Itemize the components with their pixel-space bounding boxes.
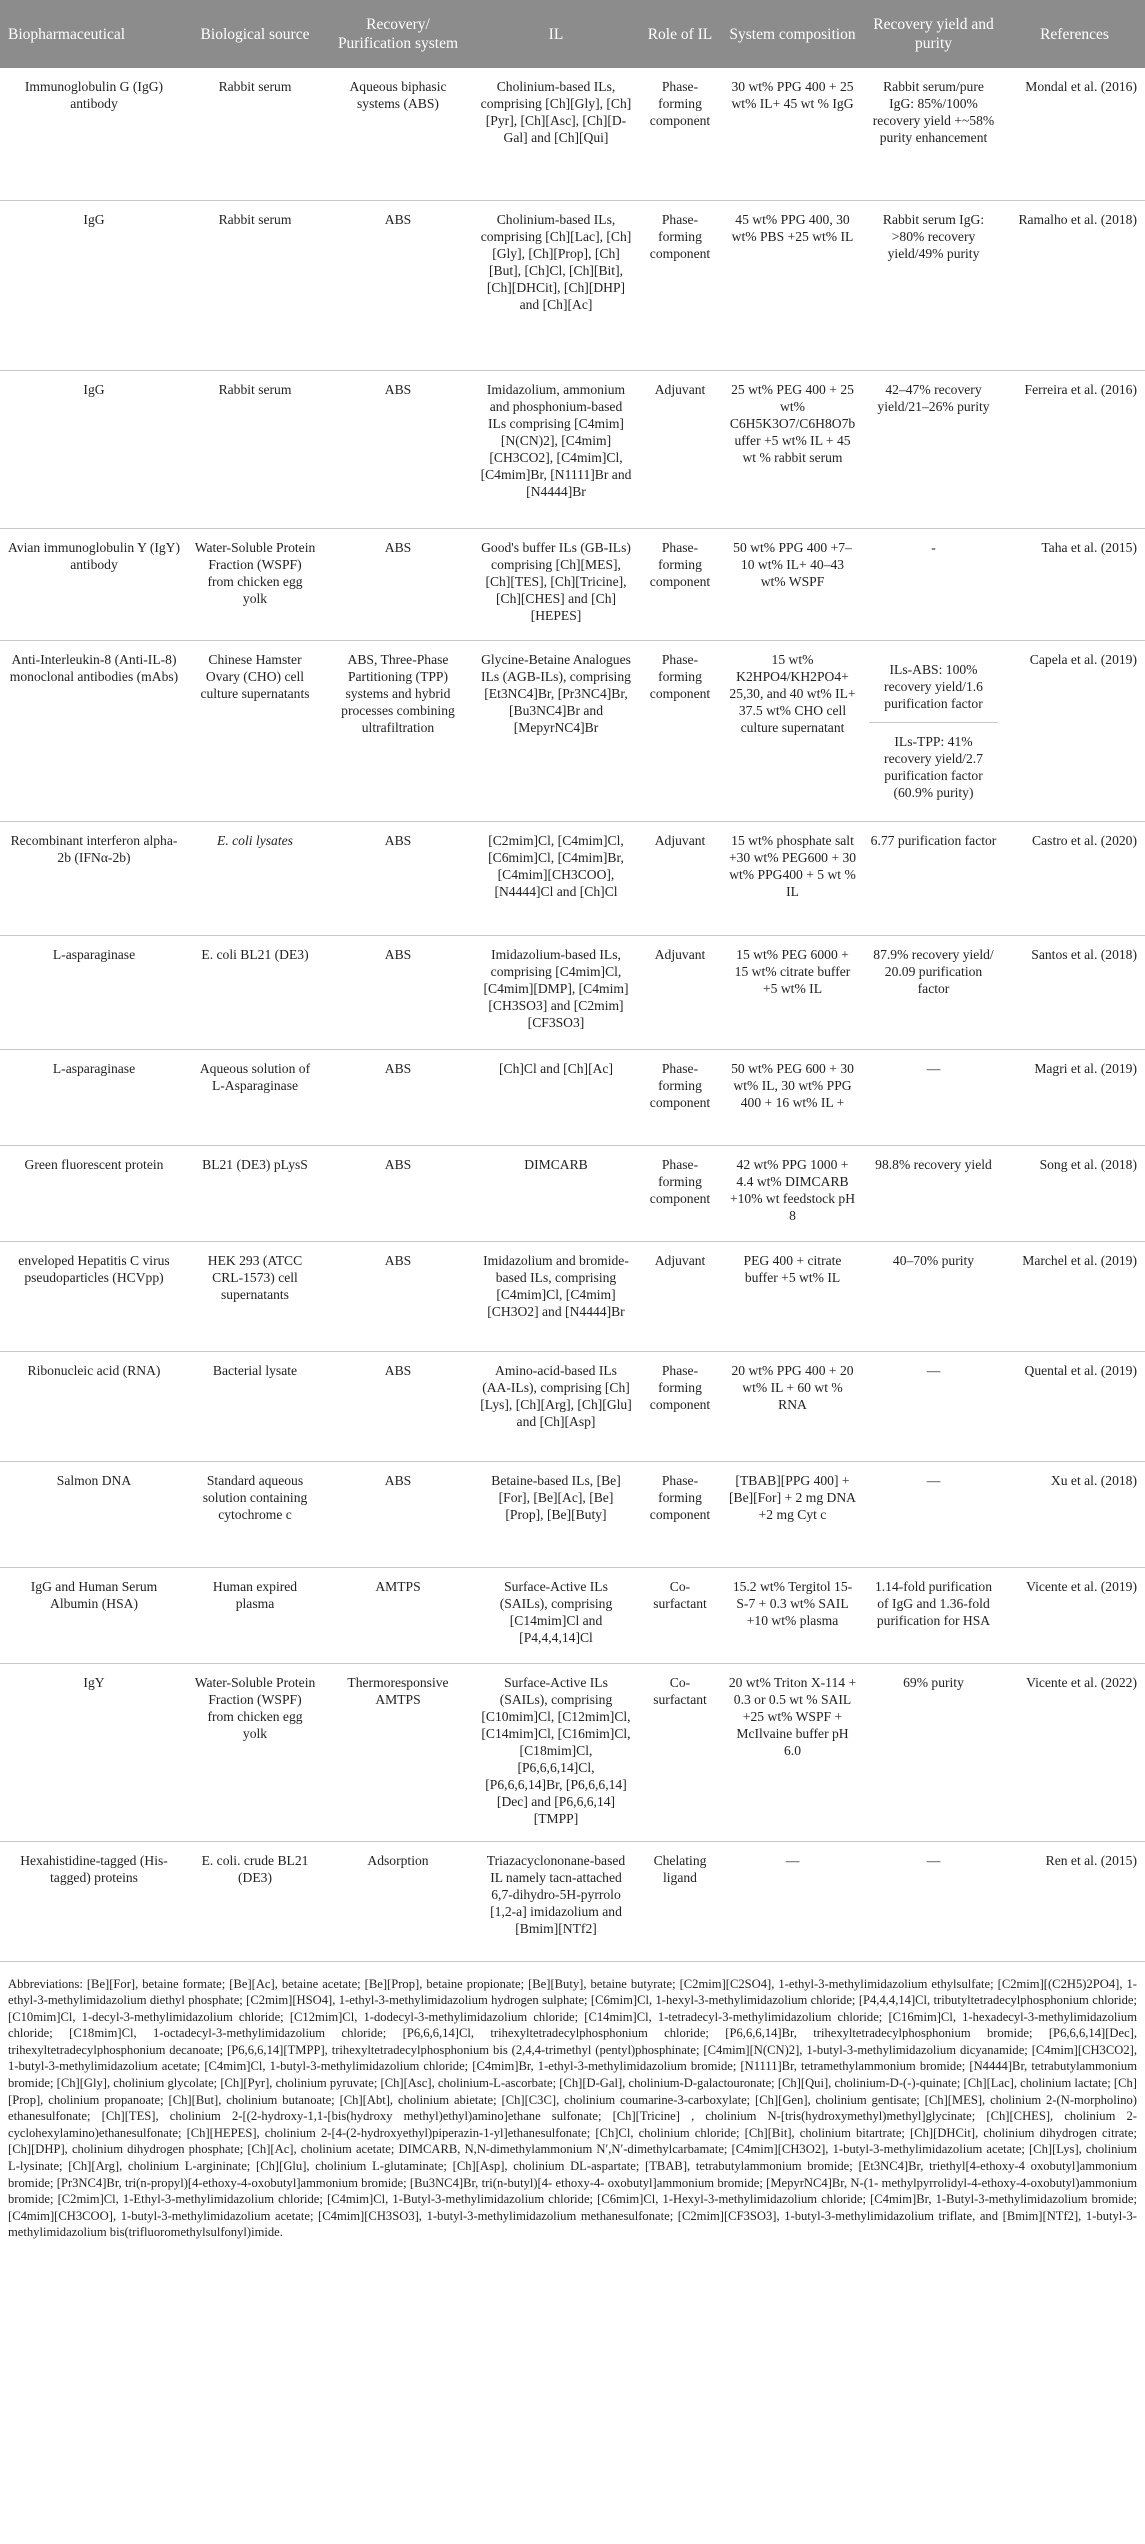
cell-biopharmaceutical: enveloped Hepatitis C virus pseudoparticles (HCVpp) xyxy=(0,1241,188,1351)
cell-composition: 42 wt% PPG 1000 + 4.4 wt% DIMCARB +10% wt feedstock pH 8 xyxy=(722,1145,863,1241)
column-header-biopharmaceutical: Biopharmaceutical xyxy=(0,0,188,68)
cell-il: Imidazolium-based ILs, comprising [C4mim]Cl, [C4mim][DMP], [C4mim][CH3SO3] and [C2mim][CF3SO3] xyxy=(474,935,638,1049)
cell-biopharmaceutical: Immunoglobulin G (IgG) antibody xyxy=(0,68,188,200)
cell-source: Human expired plasma xyxy=(188,1567,322,1663)
column-header-role: Role of IL xyxy=(638,0,722,68)
cell-role: Phase-forming component xyxy=(638,640,722,821)
cell-yield: 69% purity xyxy=(863,1663,1004,1841)
cell-source: BL21 (DE3) pLysS xyxy=(188,1145,322,1241)
table-row xyxy=(0,1241,1145,1351)
cell-role: Phase-forming component xyxy=(638,200,722,370)
cell-source: Water-Soluble Protein Fraction (WSPF) from chicken egg yolk xyxy=(188,1663,322,1841)
cell-composition: 15.2 wt% Tergitol 15-S-7 + 0.3 wt% SAIL +10 wt% plasma xyxy=(722,1567,863,1663)
cell-yield: Rabbit serum IgG: >80% recovery yield/49% purity xyxy=(863,200,1004,370)
cell-biopharmaceutical: IgY xyxy=(0,1663,188,1841)
cell-composition: 15 wt% K2HPO4/KH2PO4+ 25,30, and 40 wt% IL+ 37.5 wt% CHO cell culture supernatant xyxy=(722,640,863,821)
cell-system: ABS xyxy=(322,935,474,1049)
cell-reference: Vicente et al. (2019) xyxy=(1004,1567,1145,1663)
cell-system: Aqueous biphasic systems (ABS) xyxy=(322,68,474,200)
cell-il: Surface-Active ILs (SAILs), comprising [C10mim]Cl, [C12mim]Cl,[C14mim]Cl, [C16mim]Cl, [C18mim]Cl, [P6,6,6,14]Cl, [P6,6,6,14]Br, [P6,6,6,14][Dec] and [P6,6,6,14][TMPP] xyxy=(474,1663,638,1841)
cell-il: Surface-Active ILs (SAILs), comprising [C14mim]Cl and [P4,4,4,14]Cl xyxy=(474,1567,638,1663)
cell-reference: Castro et al. (2020) xyxy=(1004,821,1145,935)
cell-biopharmaceutical: Avian immunoglobulin Y (IgY) antibody xyxy=(0,528,188,640)
cell-biopharmaceutical: Hexahistidine-tagged (His-tagged) proteins xyxy=(0,1841,188,1961)
cell-source: Rabbit serum xyxy=(188,370,322,528)
column-header-system: Recovery/ Purification system xyxy=(322,0,474,68)
cell-composition: 20 wt% Triton X-114 + 0.3 or 0.5 wt % SAIL +25 wt% WSPF + McIlvaine buffer pH 6.0 xyxy=(722,1663,863,1841)
cell-reference: Taha et al. (2015) xyxy=(1004,528,1145,640)
cell-il: Amino-acid-based ILs (AA-ILs), comprising [Ch][Lys], [Ch][Arg], [Ch][Glu] and [Ch][Asp] xyxy=(474,1351,638,1461)
cell-source: E. coli BL21 (DE3) xyxy=(188,935,322,1049)
cell-system: ABS, Three-Phase Partitioning (TPP) systems and hybrid processes combining ultrafiltration xyxy=(322,640,474,821)
cell-role: Phase-forming component xyxy=(638,1351,722,1461)
cell-source: E. coli lysates xyxy=(188,821,322,935)
cell-composition: — xyxy=(722,1841,863,1961)
column-header-composition: System composition xyxy=(722,0,863,68)
column-header-references: References xyxy=(1004,0,1145,68)
table-row xyxy=(0,200,1145,370)
cell-il: Cholinium-based ILs, comprising [Ch][Lac], [Ch][Gly], [Ch][Prop], [Ch][But], [Ch]Cl, [Ch][Bit], [Ch][DHCit], [Ch][DHP] and [Ch][Ac] xyxy=(474,200,638,370)
column-header-yield: Recovery yield and purity xyxy=(863,0,1004,68)
cell-composition: PEG 400 + citrate buffer +5 wt% IL xyxy=(722,1241,863,1351)
cell-il: Imidazolium, ammonium and phosphonium-based ILs comprising [C4mim][N(CN)2], [C4mim][CH3CO2], [C4mim]Cl, [C4mim]Br, [N1111]Br and [N4444]Br xyxy=(474,370,638,528)
table-row xyxy=(0,935,1145,1049)
cell-source: Standard aqueous solution containing cytochrome c xyxy=(188,1461,322,1567)
cell-yield: — xyxy=(863,1461,1004,1567)
cell-yield xyxy=(863,640,1004,821)
cell-system: ABS xyxy=(322,528,474,640)
cell-yield: 1.14-fold purification of IgG and 1.36-fold purification for HSA xyxy=(863,1567,1004,1663)
table-row xyxy=(0,1461,1145,1567)
table-row xyxy=(0,1841,1145,1961)
cell-biopharmaceutical: Anti-Interleukin-8 (Anti-IL-8) monoclonal antibodies (mAbs) xyxy=(0,640,188,821)
cell-yield: 42–47% recovery yield/21–26% purity xyxy=(863,370,1004,528)
cell-system: AMTPS xyxy=(322,1567,474,1663)
cell-yield: 87.9% recovery yield/ 20.09 purification factor xyxy=(863,935,1004,1049)
table-row xyxy=(0,1049,1145,1145)
cell-yield: 6.77 purification factor xyxy=(863,821,1004,935)
table-row xyxy=(0,1663,1145,1841)
cell-il: Glycine-Betaine Analogues ILs (AGB-ILs), comprising [Et3NC4]Br, [Pr3NC4]Br, [Bu3NC4]Br and [MepyrNC4]Br xyxy=(474,640,638,821)
cell-reference: Song et al. (2018) xyxy=(1004,1145,1145,1241)
cell-biopharmaceutical: Green fluorescent protein xyxy=(0,1145,188,1241)
cell-reference: Santos et al. (2018) xyxy=(1004,935,1145,1049)
column-header-source: Biological source xyxy=(188,0,322,68)
cell-reference: Mondal et al. (2016) xyxy=(1004,68,1145,200)
cell-system: ABS xyxy=(322,821,474,935)
table-row xyxy=(0,370,1145,528)
cell-role: Adjuvant xyxy=(638,1241,722,1351)
cell-biopharmaceutical: L-asparaginase xyxy=(0,1049,188,1145)
cell-system: ABS xyxy=(322,1145,474,1241)
cell-reference: Ramalho et al. (2018) xyxy=(1004,200,1145,370)
cell-reference: Ren et al. (2015) xyxy=(1004,1841,1145,1961)
cell-yield-tpp: ILs-TPP: 41% recovery yield/2.7 purification factor (60.9% purity) xyxy=(884,733,983,800)
cell-system: ABS xyxy=(322,1241,474,1351)
cell-il: Cholinium-based ILs, comprising [Ch][Gly], [Ch][Pyr], [Ch][Asc], [Ch][D-Gal] and [Ch][Qui] xyxy=(474,68,638,200)
table-row xyxy=(0,1567,1145,1663)
cell-il: Betaine-based ILs, [Be][For], [Be][Ac], [Be][Prop], [Be][Buty] xyxy=(474,1461,638,1567)
cell-source: E. coli. crude BL21 (DE3) xyxy=(188,1841,322,1961)
cell-system: ABS xyxy=(322,1049,474,1145)
cell-yield: Rabbit serum/pure IgG: 85%/100% recovery yield +~58% purity enhancement xyxy=(863,68,1004,200)
cell-yield: 40–70% purity xyxy=(863,1241,1004,1351)
cell-composition: 45 wt% PPG 400, 30 wt% PBS +25 wt% IL xyxy=(722,200,863,370)
cell-reference: Magri et al. (2019) xyxy=(1004,1049,1145,1145)
cell-yield: — xyxy=(863,1841,1004,1961)
table-row xyxy=(0,528,1145,640)
cell-system: Adsorption xyxy=(322,1841,474,1961)
cell-biopharmaceutical: Recombinant interferon alpha-2b (IFNα-2b) xyxy=(0,821,188,935)
cell-role: Phase-forming component xyxy=(638,68,722,200)
cell-system: Thermoresponsive AMTPS xyxy=(322,1663,474,1841)
cell-biopharmaceutical: IgG and Human Serum Albumin (HSA) xyxy=(0,1567,188,1663)
cell-source: Bacterial lysate xyxy=(188,1351,322,1461)
cell-composition: 25 wt% PEG 400 + 25 wt% C6H5K3O7/C6H8O7buffer +5 wt% IL + 45 wt % rabbit serum xyxy=(722,370,863,528)
cell-source: Rabbit serum xyxy=(188,68,322,200)
cell-il: [C2mim]Cl, [C4mim]Cl, [C6mim]Cl, [C4mim]Br, [C4mim][CH3COO], [N4444]Cl and [Ch]Cl xyxy=(474,821,638,935)
cell-role: Adjuvant xyxy=(638,821,722,935)
cell-role: Phase-forming component xyxy=(638,528,722,640)
cell-reference: Quental et al. (2019) xyxy=(1004,1351,1145,1461)
cell-composition: [TBAB][PPG 400] + [Be][For] + 2 mg DNA +2 mg Cyt c xyxy=(722,1461,863,1567)
cell-system: ABS xyxy=(322,370,474,528)
table-row xyxy=(0,68,1145,200)
cell-role: Adjuvant xyxy=(638,935,722,1049)
cell-composition: 20 wt% PPG 400 + 20 wt% IL + 60 wt % RNA xyxy=(722,1351,863,1461)
cell-yield: 98.8% recovery yield xyxy=(863,1145,1004,1241)
table-row xyxy=(0,1351,1145,1461)
cell-composition: 30 wt% PPG 400 + 25 wt% IL+ 45 wt % IgG xyxy=(722,68,863,200)
cell-reference: Marchel et al. (2019) xyxy=(1004,1241,1145,1351)
cell-source: Aqueous solution of L-Asparaginase xyxy=(188,1049,322,1145)
cell-composition: 50 wt% PEG 600 + 30 wt% IL, 30 wt% PPG 400 + 16 wt% IL + xyxy=(722,1049,863,1145)
cell-reference: Xu et al. (2018) xyxy=(1004,1461,1145,1567)
cell-reference: Capela et al. (2019) xyxy=(1004,640,1145,821)
cell-biopharmaceutical: IgG xyxy=(0,200,188,370)
table-row xyxy=(0,1145,1145,1241)
cell-yield: — xyxy=(863,1049,1004,1145)
cell-composition: 15 wt% phosphate salt +30 wt% PEG600 + 30 wt% PPG400 + 5 wt % IL xyxy=(722,821,863,935)
cell-role: Phase-forming component xyxy=(638,1461,722,1567)
table-row xyxy=(0,821,1145,935)
column-header-il: IL xyxy=(474,0,638,68)
cell-role: Phase-forming component xyxy=(638,1145,722,1241)
abbreviations-footnote: Abbreviations: [Be][For], betaine formate; [Be][Ac], betaine acetate; [Be][Prop], betaine propionate; [Be][Buty], betaine butyrate; [C2mim][C2SO4], 1-ethyl-3-methylimidazolium ethylsulfate; [C2mim][(C2H5)2PO4], 1-ethyl-3-methylimidazolium diethyl phosphate; [C2mim][HSO4], 1-ethyl-3-methylimidazolium hydrogen sulphate; [C6mim]Cl, 1-hexyl-3-methylimidazolium chloride; [P4,4,4,14]Cl, tributyltetradecylphosphonium chloride; [C10mim]Cl, 1-decyl-3-methylimidazolium chloride; [C12mim]Cl, 1-dodecyl-3-methylimidazolium chloride; [C14mim]Cl, 1-tetradecyl-3-methylimidazolium chloride; [C16mim]Cl, 1-hexadecyl-3-methylimidazolium chloride; [C18mim]Cl, 1-octadecyl-3-methylimidazolium chloride; [P6,6,6,14]Cl, trihexyltetradecylphosphonium chloride; [P6,6,6,14]Br, trihexyltetradecylphosphonium bromide; [P6,6,6,14][Dec], trihexyltetradecylphosphonium decanoate; [P6,6,6,14][TMPP], trihexyltetradecylphosphonium bis (2,4,4-trimethyl (pentyl)phosphinate; [C4mim][N(CN)2], 1-butyl-3-methylimidazolium dicyanamide; [C4mim][CH3CO2], 1-butyl-3-methylimidazolium acetate; [C4mim]Cl, 1-butyl-3-methylimidazolium chloride; [C4mim]Br, 1-ethyl-3-methylimidazolium bromide; [N1111]Br, tetramethylammonium bromide; [N4444]Br, tetrabutylammonium bromide; [Ch][Gly], cholinium glycolate; [Ch][Pyr], cholinium pyruvate; [Ch][Asc], cholinium-L-ascorbate; [Ch][D-Gal], cholinium-D-galactouronate; [Ch][Qui], cholinium-D-(-)-quinate; [Ch][Lac], cholinium lactate; [Ch][Prop], cholinium propanoate; [Ch][But], cholinium butanoate; [Ch][Abt], cholinium abietate; [Ch][C3C], cholinium coumarine-3-carboxylate; [Ch][Gen], cholinium gentisate; [Ch][MES], cholinium 2-(N-morpholino) ethanesulfonate; [Ch][TES], cholinium 2-[(2-hydroxy-1,1-[bis(hydroxy methyl)ethyl)amino]ethane sulfonate; [Ch][Tricine] , cholinium N-[tris(hydroxymethyl)methyl]glycinate; [Ch][CHES], cholinium 2-cyclohexylamino)ethanesulfonate; [Ch][HEPES], cholinium 2-[4-(2-hydroxyethyl)piperazin-1-yl]ethanesulfonate; [Ch]Cl, cholinium chloride; [Ch][Bit], cholinium bitartrate; [Ch][DHCit], cholinium dihydrogen citrate; [Ch][DHP], cholinium dihydrogen phosphate; [Ch][Ac], cholinium acetate; DIMCARB, N,N-dimethylammonium N′,N′-dimethylcarbamate; [C4mim][CH3O2], 1-butyl-3-methylimidazolium acetate; [Ch][Lys], cholinium L-lysinate; [Ch][Arg], cholinium L-argininate; [Ch][Glu], cholinium L-glutaminate; [Ch][Asp], cholinium DL-aspartate; [TBAB], tetrabutylammonium bromide; [Et3NC4]Br, triethyl[4-ethoxy-4 oxobutyl]ammonium bromide; [Pr3NC4]Br, tri(n-propyl)[4-ethoxy-4-oxobutyl]ammonium bromide; [Bu3NC4]Br, tri(n-butyl)[4- ethoxy-4- oxobutyl]ammonium bromide; [MepyrNC4]Br, N-(1- methylpyrrolidyl-4-ethoxy-4-oxobutyl)ammonium bromide; [C2mim]Cl, 1-Ethyl-3-methylimidazolium chloride; [C4mim]Cl, 1-Butyl-3-methylimidazolium chloride; [C6mim]Cl, 1-Hexyl-3-methylimidazolium chloride; [C4mim]Br, 1-Butyl-3-methylimidazolium bromide; [C4mim][CH3COO], 1-butyl-3-methylimidazolium acetate; [C4mim][CH3SO3], 1-butyl-3-methylimidazolium methanesulfonate; [C2mim][CF3SO3], 1-butyl-3-methylimidazolium triflate, and [Bmim][NTf2], 1-butyl-3-methylimidazolium bis(trifluoromethylsulfonyl)imide. xyxy=(8,1976,1137,2240)
cell-role: Co-surfactant xyxy=(638,1663,722,1841)
cell-composition: 50 wt% PPG 400 +7–10 wt% IL+ 40–43 wt% WSPF xyxy=(722,528,863,640)
cell-reference: Ferreira et al. (2016) xyxy=(1004,370,1145,528)
table-header-row xyxy=(0,0,1145,68)
cell-yield: - xyxy=(863,528,1004,640)
cell-role: Chelating ligand xyxy=(638,1841,722,1961)
cell-il: [Ch]Cl and [Ch][Ac] xyxy=(474,1049,638,1145)
cell-il: DIMCARB xyxy=(474,1145,638,1241)
cell-il: Triazacyclononane-based IL namely tacn-attached 6,7-dihydro-5H-pyrrolo [1,2-a] imidazolium and [Bmim][NTf2] xyxy=(474,1841,638,1961)
cell-il: Good's buffer ILs (GB-ILs) comprising [Ch][MES], [Ch][TES], [Ch][Tricine], [Ch][CHES] and [Ch][HEPES] xyxy=(474,528,638,640)
cell-system: ABS xyxy=(322,1461,474,1567)
table-row xyxy=(0,640,1145,821)
cell-yield: — xyxy=(863,1351,1004,1461)
cell-composition: 15 wt% PEG 6000 + 15 wt% citrate buffer +5 wt% IL xyxy=(722,935,863,1049)
cell-reference: Vicente et al. (2022) xyxy=(1004,1663,1145,1841)
cell-role: Co-surfactant xyxy=(638,1567,722,1663)
cell-role: Phase-forming component xyxy=(638,1049,722,1145)
cell-source: Water-Soluble Protein Fraction (WSPF) from chicken egg yolk xyxy=(188,528,322,640)
cell-biopharmaceutical: Ribonucleic acid (RNA) xyxy=(0,1351,188,1461)
cell-system: ABS xyxy=(322,200,474,370)
cell-yield-abs: ILs-ABS: 100% recovery yield/1.6 purification factor xyxy=(869,651,998,723)
cell-role: Adjuvant xyxy=(638,370,722,528)
cell-system: ABS xyxy=(322,1351,474,1461)
cell-source: Rabbit serum xyxy=(188,200,322,370)
cell-biopharmaceutical: L-asparaginase xyxy=(0,935,188,1049)
cell-source: HEK 293 (ATCC CRL-1573) cell supernatants xyxy=(188,1241,322,1351)
cell-source: Chinese Hamster Ovary (CHO) cell culture supernatants xyxy=(188,640,322,821)
cell-biopharmaceutical: Salmon DNA xyxy=(0,1461,188,1567)
cell-biopharmaceutical: IgG xyxy=(0,370,188,528)
cell-il: Imidazolium and bromide-based ILs, comprising [C4mim]Cl, [C4mim][CH3O2] and [N4444]Br xyxy=(474,1241,638,1351)
